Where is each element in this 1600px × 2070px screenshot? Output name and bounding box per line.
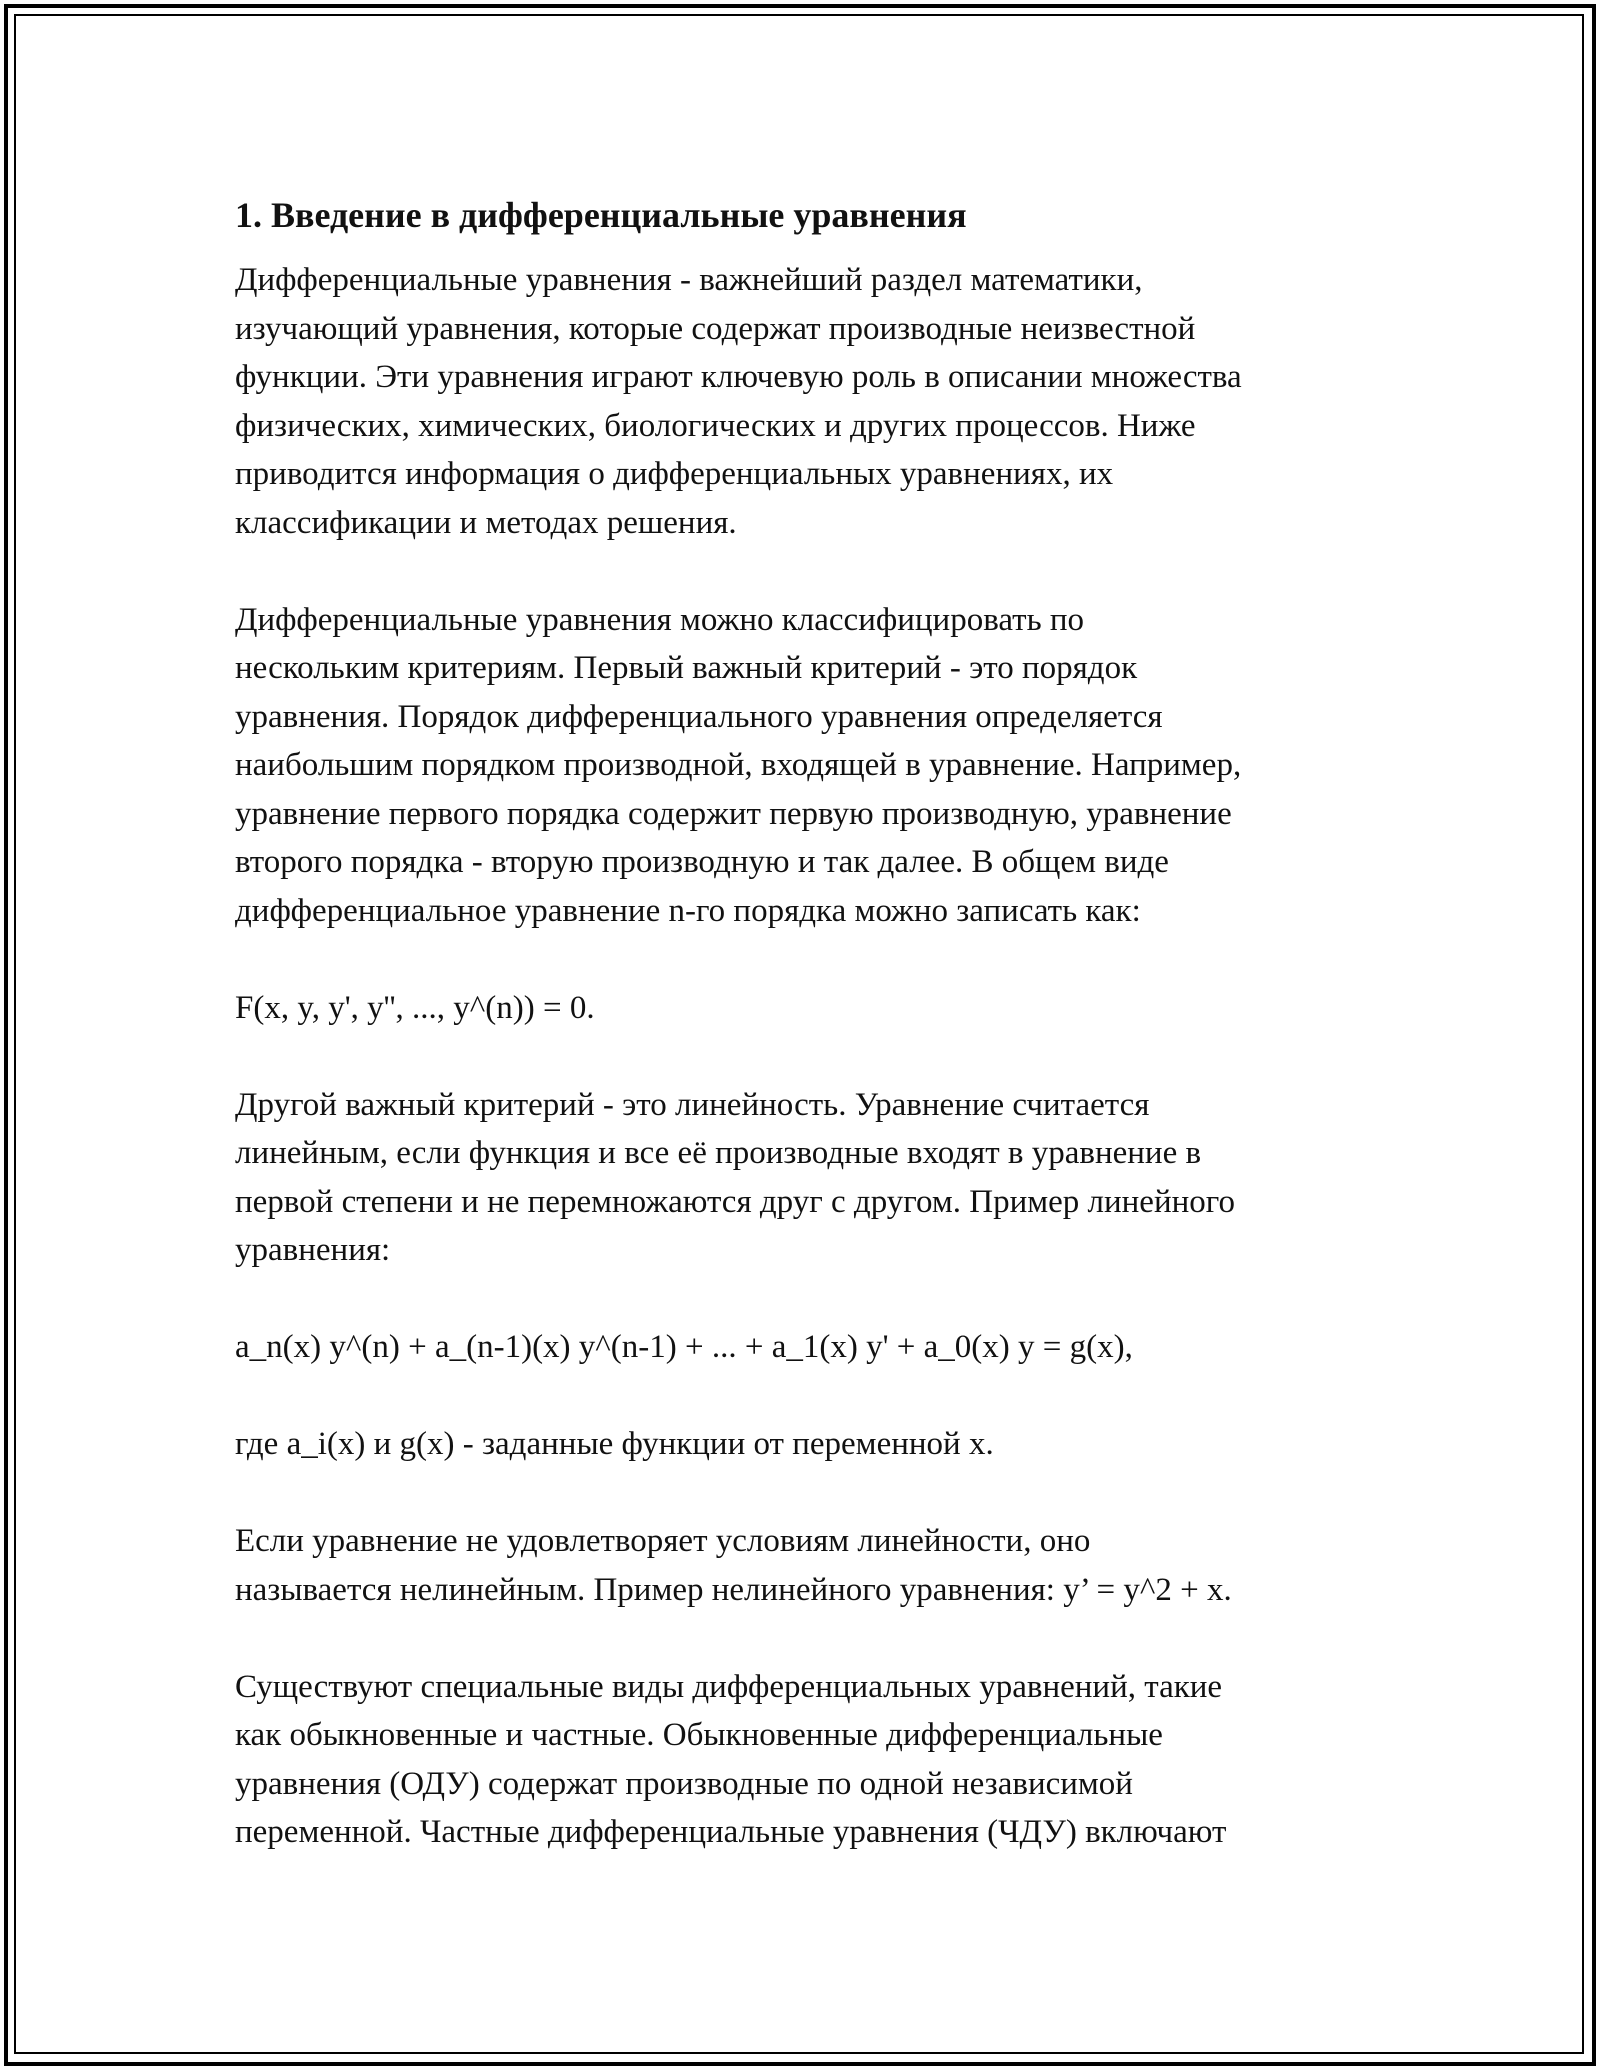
- paragraph-order-criterion: [235, 596, 1385, 936]
- text-line: Другой важный критерий - это линейность. Уравнение считается: [235, 1086, 1150, 1123]
- formula-general-form: [235, 984, 1385, 1033]
- text-line: изучающий уравнения, которые содержат производные неизвестной: [235, 310, 1196, 347]
- text-line: Существуют специальные виды дифференциальных уравнений, такие: [235, 1668, 1223, 1705]
- text-line: нескольким критериям. Первый важный критерий - это порядок: [235, 650, 1138, 686]
- text-line: приводится информация о дифференциальных уравнениях, их: [235, 456, 1114, 492]
- text-line: Дифференциальные уравнения - важнейший раздел математики,: [235, 262, 1143, 298]
- text-line: переменной. Частные дифференциальные уравнения (ЧДУ) включают: [235, 1814, 1227, 1850]
- text-line: называется нелинейным. Пример нелинейного уравнения: y’ = y^2 + x.: [235, 1571, 1232, 1608]
- text-line: как обыкновенные и частные. Обыкновенные дифференциальные: [235, 1717, 1163, 1753]
- paragraph-coefficients-note: [235, 1420, 1385, 1469]
- text-line: линейным, если функция и все её производные входят в уравнение в: [235, 1135, 1202, 1171]
- paragraph-ode-pde: [235, 1663, 1385, 1857]
- text-line: наибольшим порядком производной, входящей в уравнение. Например,: [235, 747, 1242, 783]
- text-line: где a_i(x) и g(x) - заданные функции от переменной x.: [235, 1426, 994, 1462]
- formula-line: a_n(x) y^(n) + a_(n-1)(x) y^(n-1) + ... + a_1(x) y' + a_0(x) y = g(x),: [235, 1329, 1133, 1365]
- paragraph-introduction: [235, 256, 1385, 547]
- formula-linear-equation: [235, 1323, 1385, 1372]
- text-line: уравнения. Порядок дифференциального уравнения определяется: [235, 698, 1163, 735]
- text-line: функции. Эти уравнения играют ключевую роль в описании множества: [235, 359, 1242, 395]
- text-line: уравнения (ОДУ) содержат производные по одной независимой: [235, 1765, 1133, 1802]
- text-line: первой степени и не перемножаются друг с другом. Пример линейного: [235, 1183, 1235, 1220]
- text-line: Дифференциальные уравнения можно классифицировать по: [235, 601, 1085, 638]
- text-line: второго порядка - вторую производную и так далее. В общем виде: [235, 844, 1169, 880]
- text-line: дифференциальное уравнение n-го порядка можно записать как:: [235, 892, 1141, 929]
- paragraph-linearity-criterion: [235, 1081, 1385, 1275]
- document-body: [235, 188, 1385, 1905]
- section-heading: 1. Введение в дифференциальные уравнения: [235, 195, 967, 235]
- text-line: уравнение первого порядка содержит первую производную, уравнение: [235, 795, 1232, 832]
- paragraph-nonlinear: [235, 1517, 1385, 1614]
- text-line: физических, химических, биологических и других процессов. Ниже: [235, 407, 1196, 444]
- text-line: классификации и методах решения.: [235, 504, 737, 541]
- formula-line: F(x, y, y', y'', ..., y^(n)) = 0.: [235, 989, 595, 1026]
- text-line: уравнения:: [235, 1232, 391, 1268]
- text-line: Если уравнение не удовлетворяет условиям линейности, оно: [235, 1523, 1091, 1559]
